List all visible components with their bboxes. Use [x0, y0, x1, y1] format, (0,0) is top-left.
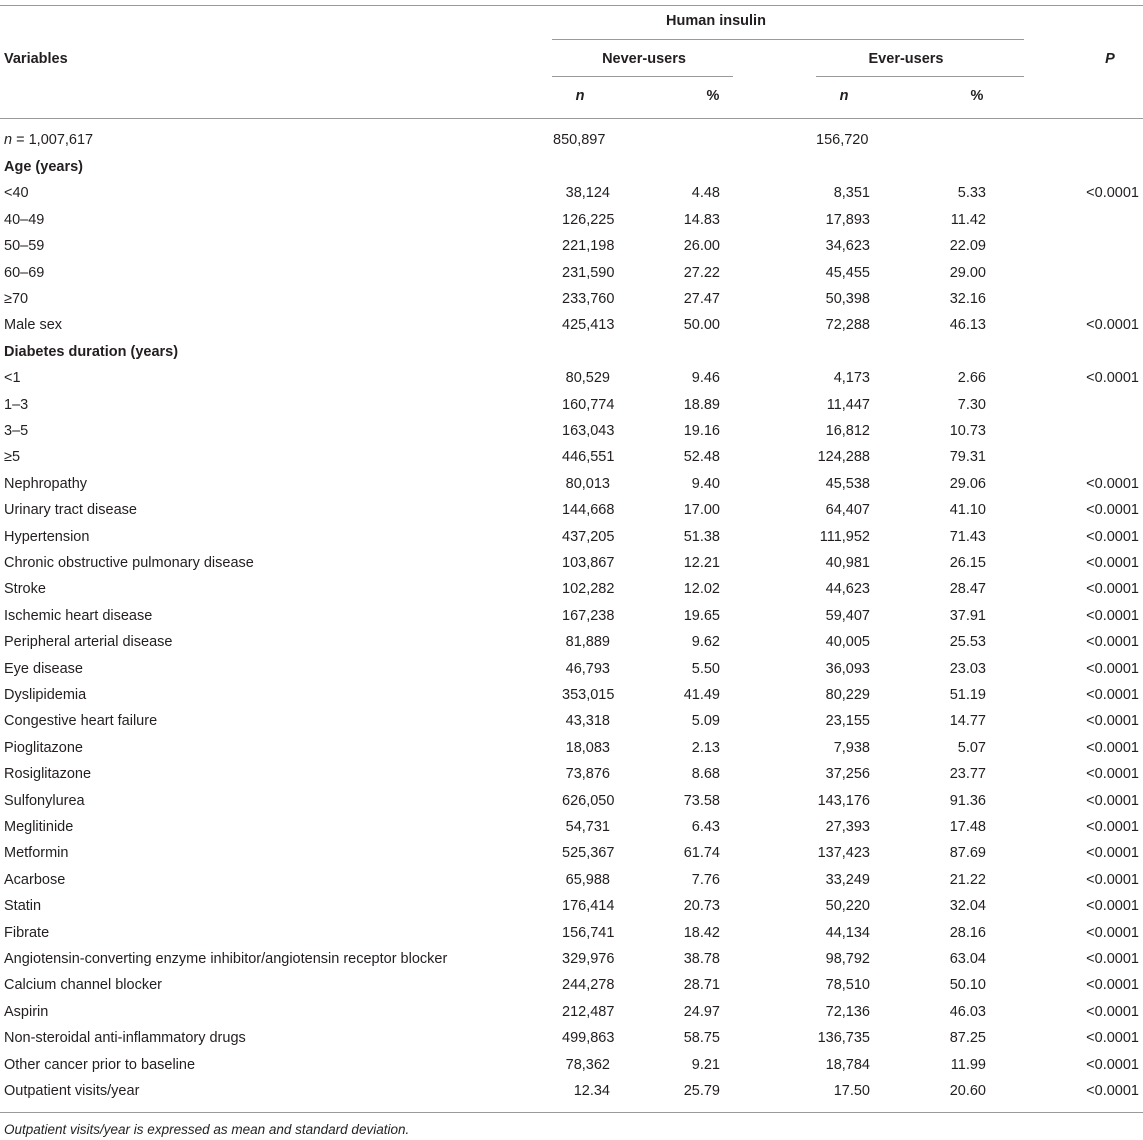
ever-users-pct: 25.53 [949, 634, 986, 651]
table-row [0, 1052, 1143, 1078]
table-row [0, 207, 1143, 233]
never-users-n: 244,278 [562, 977, 615, 994]
table-row [0, 471, 1143, 497]
ever-users-n: 137,423 [817, 845, 870, 862]
never-users-n: 80,529 [565, 370, 610, 387]
never-users-n: 54,731 [565, 819, 610, 835]
row-label: Sulfonylurea [4, 792, 85, 809]
ever-users-n: 44,623 [825, 581, 870, 598]
p-value: <0.0001 [1086, 317, 1139, 334]
never-users-n: 425,413 [562, 317, 615, 334]
never-users-header: Never-users [602, 51, 686, 67]
never-users-pct: 12.02 [683, 581, 720, 598]
total-never-n: 850,897 [553, 132, 606, 148]
never-users-n: 38,124 [565, 185, 610, 202]
never-users-n: 233,760 [562, 291, 615, 307]
p-value: <0.0001 [1086, 898, 1139, 915]
p-value: <0.0001 [1086, 1003, 1139, 1020]
never-users-rule [552, 76, 733, 77]
ever-users-rule [816, 76, 1024, 77]
total-ever-n: 156,720 [816, 132, 869, 148]
ever-users-pct: 10.73 [949, 423, 986, 439]
table-row [0, 576, 1143, 602]
ever-users-n: 34,623 [825, 238, 870, 255]
p-value: <0.0001 [1086, 581, 1139, 598]
row-label: Congestive heart failure [4, 713, 158, 730]
row-label: Calcium channel blocker [4, 977, 162, 994]
table-row [0, 946, 1143, 972]
never-users-pct: 18.89 [683, 396, 720, 413]
never-users-pct: 61.74 [683, 845, 720, 862]
ever-users-pct: 29.00 [949, 264, 986, 281]
p-value: <0.0001 [1086, 1056, 1139, 1073]
ever-users-n: 45,455 [825, 264, 870, 281]
row-label: Other cancer prior to baseline [4, 1056, 196, 1073]
row-label: Meglitinide [4, 819, 74, 835]
ever-users-n: 50,398 [825, 291, 870, 307]
row-label: 60–69 [4, 264, 45, 281]
never-users-pct: 19.65 [683, 607, 720, 624]
section-label: Diabetes duration (years) [4, 343, 179, 360]
table-row [0, 788, 1143, 814]
p-value: <0.0001 [1086, 871, 1139, 888]
never-users-n: 12.34 [573, 1083, 610, 1099]
ever-users-pct: 50.10 [949, 977, 986, 994]
ever-users-pct: 21.22 [949, 871, 986, 888]
table-footnote: Outpatient visits/year is expressed as mean and standard deviation. [4, 1122, 410, 1137]
never-users-pct: 51.38 [683, 528, 720, 545]
table-row [0, 920, 1143, 946]
table-row [0, 312, 1143, 338]
ever-users-n: 18,784 [825, 1056, 870, 1073]
ever-users-n: 50,220 [825, 898, 870, 915]
ever-users-pct: 87.69 [949, 845, 986, 862]
ever-users-header: Ever-users [868, 51, 944, 67]
p-value: <0.0001 [1086, 607, 1139, 624]
ever-users-n: 136,735 [817, 1030, 870, 1047]
row-label: ≥5 [4, 449, 21, 466]
p-value: <0.0001 [1086, 951, 1139, 967]
never-users-n: 156,741 [562, 924, 615, 941]
table-row [0, 550, 1143, 576]
p-value: <0.0001 [1086, 713, 1139, 730]
header-rule [0, 118, 1143, 119]
p-value: <0.0001 [1086, 766, 1139, 783]
ever-users-n: 7,938 [833, 739, 870, 756]
never-users-pct: 50.00 [683, 317, 720, 334]
table-row [0, 999, 1143, 1025]
table-row [0, 735, 1143, 761]
row-label: Male sex [4, 317, 63, 334]
ever-users-pct: 7.30 [957, 396, 986, 413]
row-label: Eye disease [4, 660, 83, 677]
p-value: <0.0001 [1086, 502, 1139, 519]
table-row [0, 814, 1143, 840]
row-label: Nephropathy [4, 475, 88, 492]
total-label-value: = 1,007,617 [12, 132, 94, 148]
row-label: Pioglitazone [4, 739, 83, 756]
ever-users-n: 72,136 [825, 1003, 870, 1020]
never-users-n: 18,083 [565, 739, 610, 756]
ever-users-pct: 87.25 [949, 1030, 986, 1047]
table-row [0, 1025, 1143, 1051]
total-row [0, 127, 1143, 153]
never-users-pct: 27.47 [683, 291, 720, 307]
table-row [0, 682, 1143, 708]
never-users-n: 329,976 [562, 951, 615, 967]
ever-users-pct: 46.03 [949, 1003, 986, 1020]
never-users-n: 43,318 [565, 713, 610, 730]
table-row [0, 180, 1143, 206]
never-users-pct: 9.40 [691, 475, 720, 492]
ever-users-pct: 32.04 [949, 898, 986, 915]
table-row [0, 893, 1143, 919]
variables-header: Variables [4, 51, 68, 67]
ever-users-n: 72,288 [825, 317, 870, 334]
ever-users-pct: 26.15 [949, 555, 986, 571]
never-users-n: 160,774 [562, 396, 615, 413]
row-label: ≥70 [4, 291, 29, 307]
never-users-n: 437,205 [562, 528, 615, 545]
table-row [0, 444, 1143, 470]
p-value: <0.0001 [1086, 660, 1139, 677]
never-users-pct: 6.43 [691, 819, 720, 835]
never-users-pct: 41.49 [683, 687, 720, 703]
never-users-pct: 9.21 [691, 1056, 720, 1073]
p-value: <0.0001 [1086, 845, 1139, 862]
never-users-n: 80,013 [565, 475, 610, 492]
ever-users-n: 17.50 [833, 1083, 870, 1099]
ever-users-n: 44,134 [825, 924, 870, 941]
ever-users-n: 78,510 [825, 977, 870, 994]
section-label: Age (years) [4, 159, 83, 175]
ever-users-pct: 23.03 [949, 660, 986, 677]
never-users-n: 626,050 [562, 792, 615, 809]
ever-users-n: 33,249 [825, 871, 870, 888]
never-users-pct: 2.13 [691, 739, 720, 756]
never-users-pct: 17.00 [683, 502, 720, 519]
table-row [0, 365, 1143, 391]
ever-users-n: 8,351 [833, 185, 870, 202]
ever-users-pct: 11.42 [950, 211, 986, 228]
p-value: <0.0001 [1086, 634, 1139, 651]
row-label: Peripheral arterial disease [4, 634, 173, 651]
row-label: Non-steroidal anti-inflammatory drugs [4, 1030, 246, 1047]
table-row [0, 1078, 1143, 1104]
bottom-rule [0, 1112, 1143, 1113]
ever-users-n: 23,155 [825, 713, 870, 730]
table-row [0, 418, 1143, 444]
total-label-n: n [4, 132, 13, 148]
never-users-pct: 38.78 [683, 951, 720, 967]
ever-users-pct: 5.07 [957, 739, 986, 756]
ever-users-n: 111,952 [819, 528, 870, 545]
never-users-pct: 28.71 [683, 977, 720, 994]
never-users-pct: 20.73 [683, 898, 720, 915]
ever-users-pct: 11.99 [950, 1056, 986, 1073]
never-users-pct: 8.68 [691, 766, 720, 783]
never-users-pct: 14.83 [683, 211, 720, 228]
never-users-pct: 26.00 [683, 238, 720, 255]
table-row [0, 761, 1143, 787]
top-rule [0, 5, 1143, 6]
never-users-n: 231,590 [562, 264, 615, 281]
group-rule [552, 39, 1024, 40]
ever-users-n: 80,229 [825, 687, 870, 703]
ever-users-n: 11,447 [826, 396, 870, 413]
never-users-pct: 58.75 [683, 1030, 720, 1047]
never-users-pct: 7.76 [691, 871, 720, 888]
never-pct-header: % [706, 88, 720, 104]
p-value: <0.0001 [1086, 977, 1139, 994]
never-users-pct: 9.46 [691, 370, 720, 387]
row-label: <1 [4, 370, 21, 387]
ever-users-pct: 41.10 [949, 502, 986, 519]
p-value: <0.0001 [1086, 528, 1139, 545]
ever-users-n: 16,812 [825, 423, 870, 439]
ever-users-pct: 5.33 [957, 185, 986, 202]
never-users-n: 499,863 [562, 1030, 615, 1047]
row-label: 1–3 [4, 396, 29, 413]
row-label: <40 [4, 185, 29, 202]
ever-users-n: 98,792 [825, 951, 870, 967]
p-value: <0.0001 [1086, 924, 1139, 941]
row-label: Stroke [4, 581, 46, 598]
ever-users-n: 17,893 [825, 211, 870, 228]
row-label: Metformin [4, 845, 69, 862]
p-value: <0.0001 [1086, 687, 1139, 703]
table-row [0, 708, 1143, 734]
row-label: Urinary tract disease [4, 502, 137, 519]
never-users-n: 176,414 [562, 898, 615, 915]
ever-users-pct: 46.13 [949, 317, 986, 334]
row-label: Outpatient visits/year [4, 1083, 140, 1099]
section-row [0, 154, 1143, 180]
table-row [0, 392, 1143, 418]
group-header: Human insulin [666, 13, 766, 29]
table-row [0, 524, 1143, 550]
ever-users-n: 40,005 [825, 634, 870, 651]
ever-users-n: 59,407 [825, 607, 870, 624]
row-label: Chronic obstructive pulmonary disease [4, 555, 254, 571]
table-row [0, 233, 1143, 259]
ever-users-pct: 32.16 [949, 291, 986, 307]
ever-users-n: 4,173 [833, 370, 870, 387]
table-row [0, 867, 1143, 893]
ever-pct-header: % [970, 88, 984, 104]
ever-users-pct: 14.77 [949, 713, 986, 730]
never-users-pct: 9.62 [691, 634, 720, 651]
never-users-n: 446,551 [562, 449, 615, 466]
never-users-pct: 12.21 [683, 555, 720, 571]
ever-users-pct: 28.16 [949, 924, 986, 941]
p-value: <0.0001 [1086, 819, 1139, 835]
row-label: Dyslipidemia [4, 687, 87, 703]
total-label [4, 127, 93, 153]
row-label: Rosiglitazone [4, 766, 92, 783]
never-users-n: 73,876 [565, 766, 610, 783]
ever-users-n: 36,093 [825, 660, 870, 677]
ever-users-pct: 79.31 [949, 449, 986, 466]
never-users-pct: 73.58 [683, 792, 720, 809]
never-users-n: 212,487 [562, 1003, 615, 1020]
row-label: Hypertension [4, 528, 90, 545]
ever-n-header: n [839, 88, 849, 104]
ever-users-pct: 63.04 [949, 951, 986, 967]
ever-users-pct: 20.60 [949, 1083, 986, 1099]
table-row [0, 972, 1143, 998]
never-users-n: 126,225 [562, 211, 615, 228]
row-label: Angiotensin-converting enzyme inhibitor/angiotensin receptor blocker [4, 951, 448, 967]
never-users-n: 163,043 [562, 423, 615, 439]
table-row [0, 286, 1143, 312]
ever-users-pct: 29.06 [949, 475, 986, 492]
ever-users-pct: 91.36 [949, 792, 986, 809]
ever-users-n: 45,538 [825, 475, 870, 492]
ever-users-pct: 28.47 [949, 581, 986, 598]
row-label: 40–49 [4, 211, 45, 228]
p-value: <0.0001 [1086, 185, 1139, 202]
ever-users-n: 27,393 [825, 819, 870, 835]
table-row [0, 603, 1143, 629]
never-users-n: 221,198 [562, 238, 615, 255]
p-header: P [1105, 51, 1115, 67]
never-users-n: 103,867 [562, 555, 615, 571]
ever-users-pct: 22.09 [949, 238, 986, 255]
section-row [0, 339, 1143, 365]
table-row [0, 260, 1143, 286]
p-value: <0.0001 [1086, 739, 1139, 756]
table-row [0, 656, 1143, 682]
never-users-n: 81,889 [565, 634, 610, 651]
ever-users-n: 143,176 [817, 792, 870, 809]
ever-users-n: 40,981 [825, 555, 870, 571]
ever-users-n: 124,288 [817, 449, 870, 466]
ever-users-pct: 2.66 [957, 370, 986, 387]
never-users-n: 65,988 [565, 871, 610, 888]
never-users-pct: 5.09 [691, 713, 720, 730]
never-users-n: 144,668 [562, 502, 615, 519]
never-users-pct: 4.48 [691, 185, 720, 202]
ever-users-pct: 17.48 [949, 819, 986, 835]
ever-users-pct: 37.91 [949, 607, 986, 624]
never-users-pct: 19.16 [683, 423, 720, 439]
never-users-n: 353,015 [562, 687, 615, 703]
p-value: <0.0001 [1086, 370, 1139, 387]
never-users-pct: 52.48 [683, 449, 720, 466]
never-users-pct: 25.79 [683, 1083, 720, 1099]
never-users-n: 525,367 [562, 845, 615, 862]
p-value: <0.0001 [1086, 1083, 1139, 1099]
table-row [0, 497, 1143, 523]
row-label: Fibrate [4, 924, 50, 941]
p-value: <0.0001 [1086, 555, 1139, 571]
never-users-n: 102,282 [562, 581, 615, 598]
row-label: Aspirin [4, 1003, 49, 1020]
never-users-pct: 18.42 [683, 924, 720, 941]
p-value: <0.0001 [1086, 792, 1139, 809]
never-users-pct: 5.50 [691, 660, 720, 677]
row-label: Ischemic heart disease [4, 607, 153, 624]
table-row [0, 629, 1143, 655]
ever-users-pct: 23.77 [949, 766, 986, 783]
p-value: <0.0001 [1086, 475, 1139, 492]
row-label: 3–5 [4, 423, 29, 439]
never-users-pct: 24.97 [683, 1003, 720, 1020]
p-value: <0.0001 [1086, 1030, 1139, 1047]
ever-users-pct: 71.43 [949, 528, 986, 545]
ever-users-n: 64,407 [825, 502, 870, 519]
never-users-pct: 27.22 [683, 264, 720, 281]
ever-users-n: 37,256 [825, 766, 870, 783]
ever-users-pct: 51.19 [949, 687, 986, 703]
never-n-header: n [575, 88, 585, 104]
row-label: Acarbose [4, 871, 66, 888]
row-label: 50–59 [4, 238, 45, 255]
never-users-n: 78,362 [565, 1056, 610, 1073]
never-users-n: 167,238 [562, 607, 615, 624]
row-label: Statin [4, 898, 42, 915]
never-users-n: 46,793 [565, 660, 610, 677]
table-row [0, 840, 1143, 866]
